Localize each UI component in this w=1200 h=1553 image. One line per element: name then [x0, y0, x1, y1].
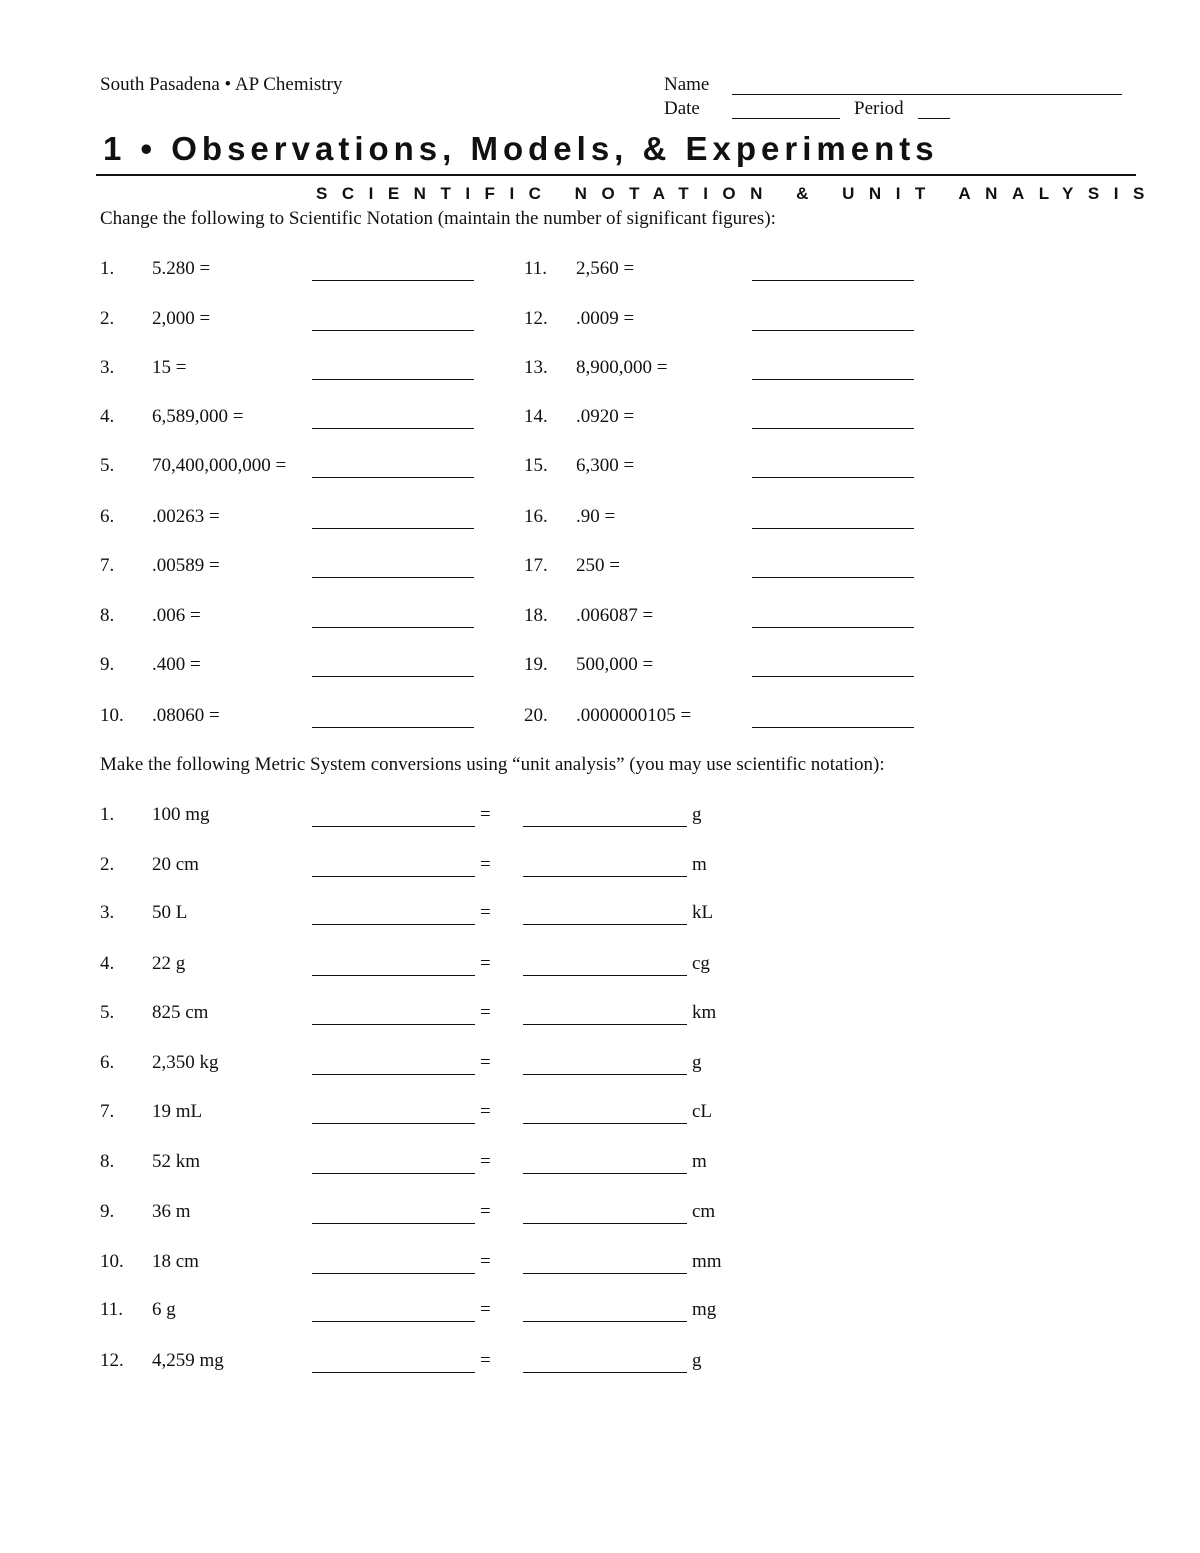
item-expression: 2,000 = [152, 308, 211, 329]
item-number: 13. [524, 357, 548, 378]
item-expression: 5.280 = [152, 258, 211, 279]
answer-blank[interactable] [752, 428, 914, 429]
equals-sign: = [480, 953, 491, 974]
given-quantity: 4,259 mg [152, 1350, 224, 1371]
item-expression: .400 = [152, 654, 201, 675]
item-number: 1. [100, 258, 115, 279]
item-expression: .006 = [152, 605, 201, 626]
equals-sign: = [480, 1251, 491, 1272]
equals-sign: = [480, 902, 491, 923]
given-quantity: 50 L [152, 902, 188, 923]
item-number: 12. [524, 308, 548, 329]
date-label: Date [664, 98, 700, 119]
work-blank[interactable] [312, 975, 475, 976]
item-number: 8. [100, 1151, 115, 1172]
target-unit: km [692, 1002, 717, 1023]
item-number: 9. [100, 1201, 115, 1222]
work-blank[interactable] [312, 1123, 475, 1124]
item-number: 11. [100, 1299, 124, 1320]
answer-blank[interactable] [312, 379, 474, 380]
item-number: 2. [100, 854, 115, 875]
given-quantity: 22 g [152, 953, 186, 974]
given-quantity: 20 cm [152, 854, 199, 875]
item-expression: .006087 = [576, 605, 654, 626]
answer-blank[interactable] [752, 727, 914, 728]
item-number: 6. [100, 1052, 115, 1073]
work-blank[interactable] [312, 1074, 475, 1075]
school-label: South Pasadena • AP Chemistry [100, 74, 343, 95]
item-number: 17. [524, 555, 548, 576]
item-number: 1. [100, 804, 115, 825]
item-number: 20. [524, 705, 548, 726]
target-unit: m [692, 1151, 707, 1172]
item-number: 16. [524, 506, 548, 527]
answer-blank[interactable] [752, 627, 914, 628]
item-expression: .0920 = [576, 406, 635, 427]
answer-blank[interactable] [752, 280, 914, 281]
answer-blank[interactable] [523, 1173, 687, 1174]
item-number: 8. [100, 605, 115, 626]
item-number: 19. [524, 654, 548, 675]
item-expression: 6,300 = [576, 455, 635, 476]
answer-blank[interactable] [312, 477, 474, 478]
given-quantity: 18 cm [152, 1251, 199, 1272]
equals-sign: = [480, 1002, 491, 1023]
answer-blank[interactable] [523, 1372, 687, 1373]
target-unit: cm [692, 1201, 716, 1222]
answer-blank[interactable] [523, 1024, 687, 1025]
answer-blank[interactable] [523, 876, 687, 877]
answer-blank[interactable] [312, 727, 474, 728]
work-blank[interactable] [312, 1372, 475, 1373]
item-number: 7. [100, 555, 115, 576]
item-number: 11. [524, 258, 548, 279]
name-field[interactable] [732, 94, 1122, 95]
name-label: Name [664, 74, 710, 95]
item-number: 4. [100, 406, 115, 427]
equals-sign: = [480, 1151, 491, 1172]
target-unit: mg [692, 1299, 717, 1320]
item-expression: 6,589,000 = [152, 406, 244, 427]
item-expression: .00589 = [152, 555, 220, 576]
target-unit: cL [692, 1101, 713, 1122]
target-unit: kL [692, 902, 714, 923]
answer-blank[interactable] [523, 924, 687, 925]
item-number: 15. [524, 455, 548, 476]
item-expression: .08060 = [152, 705, 220, 726]
answer-blank[interactable] [312, 280, 474, 281]
title-divider [96, 174, 1136, 176]
answer-blank[interactable] [523, 826, 687, 827]
answer-blank[interactable] [523, 1321, 687, 1322]
answer-blank[interactable] [523, 1223, 687, 1224]
equals-sign: = [480, 1350, 491, 1371]
target-unit: cg [692, 953, 710, 974]
date-field[interactable] [732, 118, 840, 119]
given-quantity: 19 mL [152, 1101, 203, 1122]
item-number: 7. [100, 1101, 115, 1122]
item-expression: .00263 = [152, 506, 220, 527]
item-number: 12. [100, 1350, 124, 1371]
period-label: Period [854, 98, 904, 119]
work-blank[interactable] [312, 826, 475, 827]
item-number: 5. [100, 455, 115, 476]
answer-blank[interactable] [523, 1074, 687, 1075]
page-title: 1 • Observations, Models, & Experiments [103, 130, 939, 167]
answer-blank[interactable] [523, 975, 687, 976]
answer-blank[interactable] [752, 379, 914, 380]
item-number: 18. [524, 605, 548, 626]
answer-blank[interactable] [312, 528, 474, 529]
item-expression: 250 = [576, 555, 620, 576]
answer-blank[interactable] [752, 676, 914, 677]
work-blank[interactable] [312, 1223, 475, 1224]
target-unit: g [692, 804, 702, 825]
item-number: 14. [524, 406, 548, 427]
item-number: 2. [100, 308, 115, 329]
answer-blank[interactable] [752, 577, 914, 578]
item-expression: 2,560 = [576, 258, 635, 279]
answer-blank[interactable] [752, 330, 914, 331]
item-number: 6. [100, 506, 115, 527]
equals-sign: = [480, 1101, 491, 1122]
target-unit: m [692, 854, 707, 875]
given-quantity: 52 km [152, 1151, 201, 1172]
work-blank[interactable] [312, 1024, 475, 1025]
item-expression: 500,000 = [576, 654, 654, 675]
item-number: 10. [100, 705, 124, 726]
answer-blank[interactable] [523, 1273, 687, 1274]
item-number: 10. [100, 1251, 124, 1272]
item-expression: 70,400,000,000 = [152, 455, 287, 476]
equals-sign: = [480, 854, 491, 875]
section2-instruction: Make the following Metric System conversions using “unit analysis” (you may use scientific notation): [100, 754, 885, 775]
answer-blank[interactable] [523, 1123, 687, 1124]
work-blank[interactable] [312, 924, 475, 925]
equals-sign: = [480, 1201, 491, 1222]
answer-blank[interactable] [312, 428, 474, 429]
work-blank[interactable] [312, 1273, 475, 1274]
equals-sign: = [480, 1052, 491, 1073]
answer-blank[interactable] [752, 477, 914, 478]
item-number: 4. [100, 953, 115, 974]
answer-blank[interactable] [312, 577, 474, 578]
section1-instruction: Change the following to Scientific Notation (maintain the number of significant figures): [100, 208, 776, 229]
equals-sign: = [480, 804, 491, 825]
item-expression: .90 = [576, 506, 616, 527]
answer-blank[interactable] [312, 330, 474, 331]
target-unit: g [692, 1350, 702, 1371]
given-quantity: 36 m [152, 1201, 191, 1222]
item-expression: 8,900,000 = [576, 357, 668, 378]
given-quantity: 2,350 kg [152, 1052, 219, 1073]
item-number: 3. [100, 902, 115, 923]
period-field[interactable] [918, 118, 950, 119]
given-quantity: 825 cm [152, 1002, 209, 1023]
item-expression: .0000000105 = [576, 705, 692, 726]
given-quantity: 6 g [152, 1299, 176, 1320]
answer-blank[interactable] [752, 528, 914, 529]
work-blank[interactable] [312, 1173, 475, 1174]
item-number: 3. [100, 357, 115, 378]
work-blank[interactable] [312, 1321, 475, 1322]
item-expression: .0009 = [576, 308, 635, 329]
work-blank[interactable] [312, 876, 475, 877]
target-unit: mm [692, 1251, 722, 1272]
target-unit: g [692, 1052, 702, 1073]
given-quantity: 100 mg [152, 804, 210, 825]
item-number: 9. [100, 654, 115, 675]
item-expression: 15 = [152, 357, 187, 378]
answer-blank[interactable] [312, 627, 474, 628]
section-subtitle: SCIENTIFIC NOTATION & UNIT ANALYSIS [316, 184, 1159, 203]
item-number: 5. [100, 1002, 115, 1023]
answer-blank[interactable] [312, 676, 474, 677]
equals-sign: = [480, 1299, 491, 1320]
